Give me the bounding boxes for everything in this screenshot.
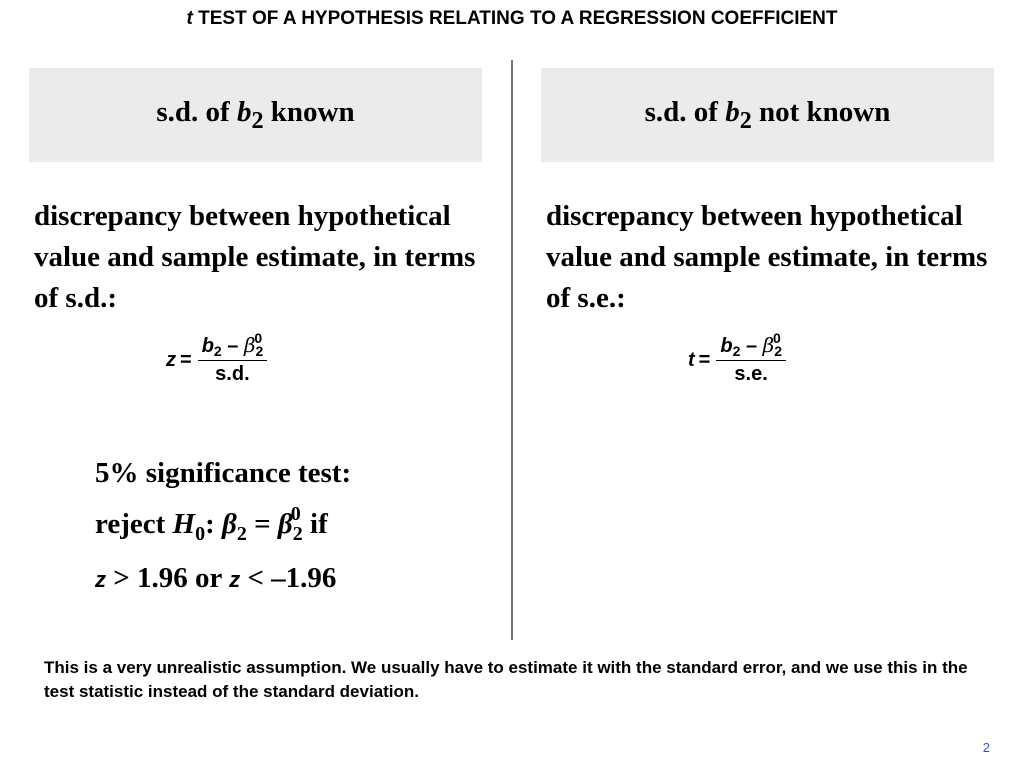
significance-test-block xyxy=(95,448,351,605)
left-description: discrepancy between hypothetical value and sample estimate, in terms of s.d.: xyxy=(34,200,476,314)
z-statistic-formula: z = $\frac{b_2 - \beta_2^0}{s.d.}$ xyxy=(166,334,267,386)
header-right-label: s.d. of $b_2$ not known xyxy=(644,95,891,134)
reject-rule: reject $H_0$: $\beta_2 = \beta_2^0$ if xyxy=(95,503,328,545)
critical-values: z > 1.96 or z < –1.96 xyxy=(95,562,337,594)
t-statistic-formula: t = $\frac{b_2 - \beta_2^0}{s.e.}$ xyxy=(688,334,786,386)
right-description: discrepancy between hypothetical value and sample estimate, in terms of s.e.: xyxy=(546,200,988,314)
header-box-sd-not-known xyxy=(541,68,994,162)
title-text: TEST OF A HYPOTHESIS RELATING TO A REGRESSION COEFFICIENT xyxy=(198,8,838,29)
test-heading: 5% significance test: xyxy=(95,457,352,489)
header-box-sd-known xyxy=(29,68,482,162)
footnote: This is a very unrealistic assumption. We usually have to estimate it with the standard error, and we use this in the test statistic instead of the standard deviation. xyxy=(44,658,968,701)
page-number: 2 xyxy=(982,740,990,755)
title-t-variable: t xyxy=(186,8,193,29)
slide-title xyxy=(0,8,1024,30)
header-left-label: s.d. of $b_2$ known xyxy=(156,95,355,134)
vertical-divider xyxy=(511,60,513,640)
